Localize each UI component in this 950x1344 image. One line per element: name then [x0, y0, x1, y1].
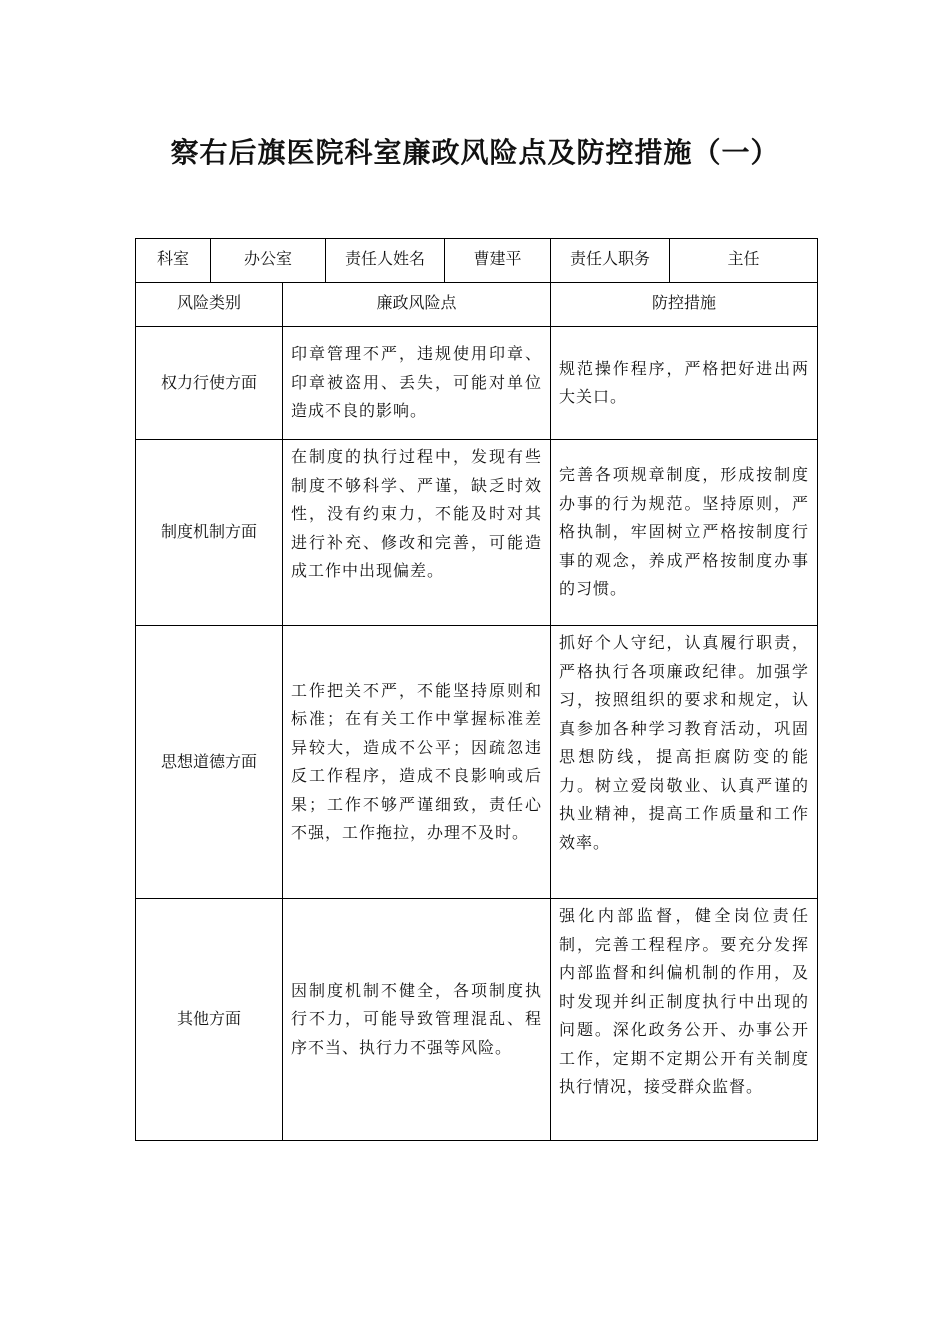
- dept-label: 科室: [136, 239, 211, 283]
- risk-table: [135, 238, 818, 1141]
- document-title: 察右后旗医院科室廉政风险点及防控措施（一）: [170, 136, 780, 169]
- control-measure: 强化内部监督，健全岗位责任制，完善工程程序。要充分发挥内部监督和纠偏机制的作用，及时发现并纠正制度执行中出现的问题。深化政务公开、办事公开工作，定期不定期公开有关制度执行情况，接受群众监督。: [551, 899, 818, 1141]
- risk-point: 在制度的执行过程中，发现有些制度不够科学、严谨，缺乏时效性，没有约束力，不能及时对其进行补充、修改和完善，可能造成工作中出现偏差。: [283, 440, 551, 626]
- name-value: 曹建平: [445, 239, 551, 283]
- table-row: [136, 440, 818, 626]
- control-measure: 规范操作程序，严格把好进出两大关口。: [551, 327, 818, 440]
- col-category-header: 风险类别: [136, 283, 283, 327]
- position-value: 主任: [670, 239, 818, 283]
- control-measure: 完善各项规章制度，形成按制度办事的行为规范。坚持原则，严格执制，牢固树立严格按制度行事的观念，养成严格按制度办事的习惯。: [551, 440, 818, 626]
- table-row: [136, 626, 818, 899]
- header-info-row: [136, 239, 818, 283]
- table-row: [136, 899, 818, 1141]
- position-label: 责任人职务: [551, 239, 670, 283]
- col-measure-header: 防控措施: [551, 283, 818, 327]
- control-measure: 抓好个人守纪，认真履行职责，严格执行各项廉政纪律。加强学习，按照组织的要求和规定，认真参加各种学习教育活动，巩固思想防线，提高拒腐防变的能力。树立爱岗敬业、认真严谨的执业精神，提高工作质量和工作效率。: [551, 626, 818, 899]
- column-header-row: [136, 283, 818, 327]
- risk-category: 其他方面: [136, 899, 283, 1141]
- risk-point: 印章管理不严，违规使用印章、印章被盗用、丢失，可能对单位造成不良的影响。: [283, 327, 551, 440]
- risk-point: 工作把关不严，不能坚持原则和标准；在有关工作中掌握标准差异较大，造成不公平；因疏忽违反工作程序，造成不良影响或后果；工作不够严谨细致，责任心不强，工作拖拉，办理不及时。: [283, 626, 551, 899]
- risk-category: 思想道德方面: [136, 626, 283, 899]
- risk-point: 因制度机制不健全，各项制度执行不力，可能导致管理混乱、程序不当、执行力不强等风险。: [283, 899, 551, 1141]
- risk-category: 权力行使方面: [136, 327, 283, 440]
- dept-value: 办公室: [211, 239, 326, 283]
- risk-category: 制度机制方面: [136, 440, 283, 626]
- name-label: 责任人姓名: [326, 239, 445, 283]
- table-row: [136, 327, 818, 440]
- col-risk-header: 廉政风险点: [283, 283, 551, 327]
